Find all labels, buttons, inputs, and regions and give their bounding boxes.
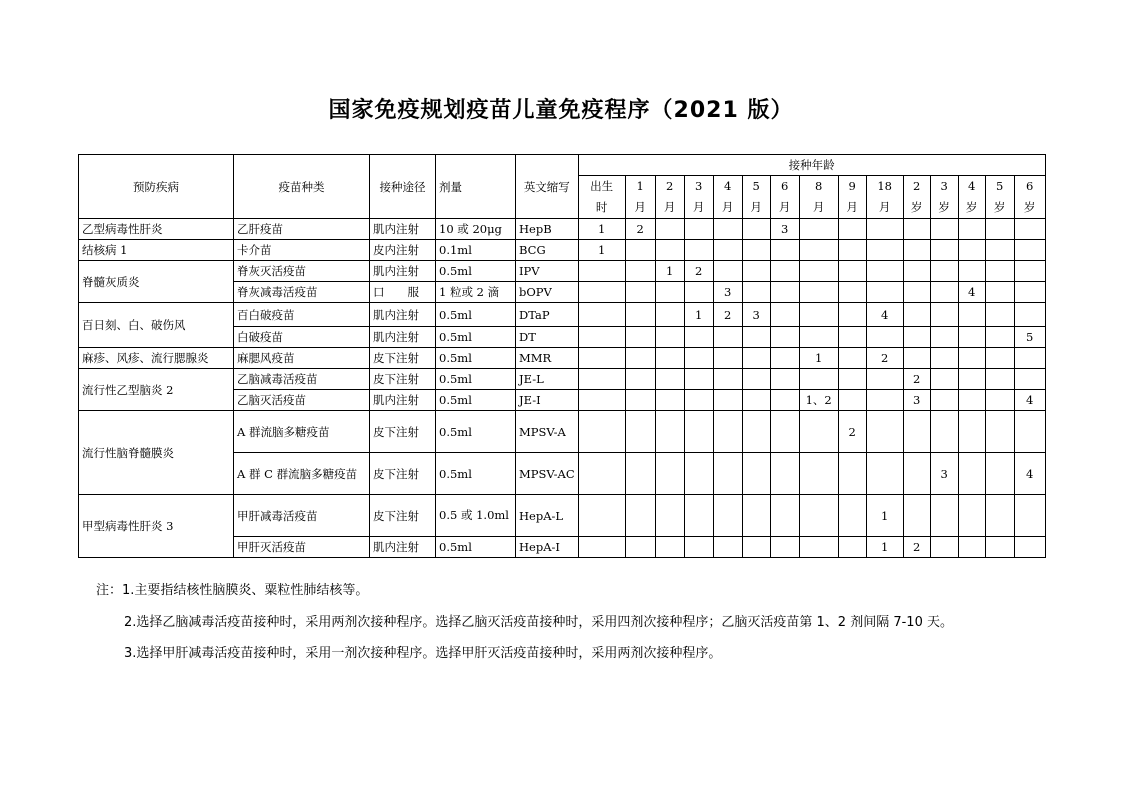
- dose-number-cell: [713, 495, 742, 537]
- dose-number-cell: [713, 390, 742, 411]
- dose-number-cell: [838, 369, 866, 390]
- dose-number-cell: [625, 261, 655, 282]
- dose-number-cell: [770, 453, 799, 495]
- dose-number-cell: [742, 240, 770, 261]
- disease-cell: 流行性乙型脑炎 2: [79, 369, 234, 411]
- age-col-header: 9 月: [838, 176, 866, 219]
- dose-number-cell: 2: [903, 369, 930, 390]
- dose-number-cell: [799, 282, 838, 303]
- dose-number-cell: [625, 348, 655, 369]
- dose-number-cell: 3: [742, 303, 770, 327]
- dose-number-cell: [930, 348, 958, 369]
- age-col-header: 5 岁: [985, 176, 1014, 219]
- header-vaccine: 疫苗种类: [234, 155, 370, 219]
- route-cell: 肌内注射: [370, 261, 436, 282]
- dose-number-cell: [903, 240, 930, 261]
- dose-number-cell: [1014, 411, 1045, 453]
- dose-number-cell: [930, 495, 958, 537]
- dose-number-cell: [1014, 240, 1045, 261]
- route-cell: 肌内注射: [370, 537, 436, 558]
- dose-number-cell: [958, 261, 985, 282]
- dose-number-cell: [958, 495, 985, 537]
- dose-number-cell: [799, 303, 838, 327]
- dose-number-cell: [838, 327, 866, 348]
- disease-cell: 流行性脑脊髓膜炎: [79, 411, 234, 495]
- dose-number-cell: 3: [930, 453, 958, 495]
- dose-number-cell: [684, 369, 713, 390]
- dose-number-cell: [799, 453, 838, 495]
- dose-number-cell: [742, 537, 770, 558]
- dose-number-cell: [770, 240, 799, 261]
- dose-number-cell: [930, 411, 958, 453]
- dose-number-cell: [838, 261, 866, 282]
- header-disease: 预防疾病: [79, 155, 234, 219]
- route-cell: 肌内注射: [370, 303, 436, 327]
- vaccine-cell: 卡介苗: [234, 240, 370, 261]
- dose-number-cell: [655, 369, 684, 390]
- vaccine-cell: 麻腮风疫苗: [234, 348, 370, 369]
- route-cell: 皮下注射: [370, 453, 436, 495]
- age-col-header: 6 岁: [1014, 176, 1045, 219]
- table-row: [79, 369, 1046, 390]
- dose-number-cell: [742, 261, 770, 282]
- dose-number-cell: [985, 282, 1014, 303]
- disease-cell: 乙型病毒性肝炎: [79, 219, 234, 240]
- dose-number-cell: 1: [866, 537, 903, 558]
- dose-number-cell: 5: [1014, 327, 1045, 348]
- dose-number-cell: [742, 327, 770, 348]
- dose-number-cell: [655, 219, 684, 240]
- dose-number-cell: [742, 390, 770, 411]
- dose-cell: 0.5ml: [436, 303, 516, 327]
- dose-number-cell: [930, 261, 958, 282]
- dose-number-cell: [985, 390, 1014, 411]
- age-col-header: 3 月: [684, 176, 713, 219]
- dose-number-cell: [1014, 219, 1045, 240]
- dose-number-cell: [1014, 282, 1045, 303]
- dose-number-cell: [866, 327, 903, 348]
- dose-number-cell: [799, 369, 838, 390]
- dose-number-cell: [838, 453, 866, 495]
- route-cell: 肌内注射: [370, 219, 436, 240]
- dose-cell: 1 粒或 2 滴: [436, 282, 516, 303]
- dose-number-cell: [713, 369, 742, 390]
- footnote-3: 3.选择甲肝减毒活疫苗接种时，采用一剂次接种程序。选择甲肝灭活疫苗接种时，采用两剂次接种程序。: [124, 646, 722, 661]
- route-cell: 皮内注射: [370, 240, 436, 261]
- dose-number-cell: 4: [1014, 390, 1045, 411]
- dose-number-cell: 2: [625, 219, 655, 240]
- dose-cell: 0.5ml: [436, 261, 516, 282]
- dose-number-cell: [838, 219, 866, 240]
- dose-number-cell: [625, 240, 655, 261]
- dose-number-cell: [985, 348, 1014, 369]
- dose-number-cell: [985, 261, 1014, 282]
- dose-number-cell: [958, 390, 985, 411]
- dose-number-cell: [684, 537, 713, 558]
- dose-number-cell: [799, 495, 838, 537]
- dose-number-cell: [578, 348, 625, 369]
- dose-number-cell: [625, 303, 655, 327]
- dose-number-cell: [866, 282, 903, 303]
- vaccine-cell: 百白破疫苗: [234, 303, 370, 327]
- dose-number-cell: [930, 390, 958, 411]
- dose-number-cell: [903, 282, 930, 303]
- dose-number-cell: [578, 327, 625, 348]
- dose-number-cell: [625, 411, 655, 453]
- dose-number-cell: [985, 303, 1014, 327]
- dose-number-cell: [1014, 537, 1045, 558]
- dose-number-cell: 2: [713, 303, 742, 327]
- dose-number-cell: [713, 219, 742, 240]
- route-cell: 皮下注射: [370, 495, 436, 537]
- dose-number-cell: [838, 390, 866, 411]
- dose-number-cell: [578, 369, 625, 390]
- dose-number-cell: [770, 369, 799, 390]
- disease-cell: 甲型病毒性肝炎 3: [79, 495, 234, 558]
- header-age-group: 接种年龄: [578, 155, 1045, 176]
- abbr-cell: BCG: [516, 240, 579, 261]
- dose-number-cell: [655, 240, 684, 261]
- dose-number-cell: 1: [799, 348, 838, 369]
- dose-cell: 0.1ml: [436, 240, 516, 261]
- dose-number-cell: 1、2: [799, 390, 838, 411]
- dose-cell: 0.5ml: [436, 327, 516, 348]
- dose-number-cell: [930, 240, 958, 261]
- age-col-header: 8 月: [799, 176, 838, 219]
- dose-number-cell: [770, 411, 799, 453]
- dose-number-cell: [985, 240, 1014, 261]
- dose-number-cell: [866, 369, 903, 390]
- dose-cell: 10 或 20μg: [436, 219, 516, 240]
- dose-number-cell: [770, 303, 799, 327]
- dose-number-cell: [930, 282, 958, 303]
- abbr-cell: HepB: [516, 219, 579, 240]
- dose-number-cell: [625, 495, 655, 537]
- dose-cell: 0.5ml: [436, 537, 516, 558]
- dose-number-cell: [1014, 369, 1045, 390]
- schedule-body: [79, 219, 1046, 558]
- age-col-header: 5 月: [742, 176, 770, 219]
- disease-cell: 脊髓灰质炎: [79, 261, 234, 303]
- dose-number-cell: [1014, 261, 1045, 282]
- dose-number-cell: [578, 495, 625, 537]
- dose-number-cell: 1: [684, 303, 713, 327]
- abbr-cell: DTaP: [516, 303, 579, 327]
- dose-number-cell: [866, 240, 903, 261]
- dose-number-cell: [655, 390, 684, 411]
- dose-number-cell: [713, 411, 742, 453]
- abbr-cell: HepA-I: [516, 537, 579, 558]
- age-col-header: 出生 时: [578, 176, 625, 219]
- dose-number-cell: 1: [578, 219, 625, 240]
- dose-number-cell: [742, 219, 770, 240]
- dose-number-cell: [799, 219, 838, 240]
- dose-number-cell: [930, 327, 958, 348]
- dose-number-cell: [958, 453, 985, 495]
- dose-number-cell: [625, 390, 655, 411]
- dose-number-cell: [578, 453, 625, 495]
- age-col-header: 2 岁: [903, 176, 930, 219]
- dose-number-cell: [655, 537, 684, 558]
- dose-number-cell: [770, 282, 799, 303]
- dose-number-cell: 1: [578, 240, 625, 261]
- dose-number-cell: [958, 369, 985, 390]
- dose-number-cell: [958, 537, 985, 558]
- age-col-header: 2 月: [655, 176, 684, 219]
- dose-number-cell: 4: [1014, 453, 1045, 495]
- dose-number-cell: [578, 282, 625, 303]
- dose-number-cell: [684, 327, 713, 348]
- dose-number-cell: [903, 219, 930, 240]
- dose-number-cell: [655, 411, 684, 453]
- dose-cell: 0.5ml: [436, 411, 516, 453]
- dose-number-cell: [799, 240, 838, 261]
- abbr-cell: bOPV: [516, 282, 579, 303]
- dose-number-cell: [930, 303, 958, 327]
- dose-number-cell: [1014, 303, 1045, 327]
- dose-number-cell: [930, 537, 958, 558]
- vaccine-cell: 脊灰减毒活疫苗: [234, 282, 370, 303]
- route-cell: 肌内注射: [370, 390, 436, 411]
- dose-number-cell: [985, 219, 1014, 240]
- dose-number-cell: [742, 453, 770, 495]
- dose-number-cell: [713, 453, 742, 495]
- dose-number-cell: [742, 348, 770, 369]
- age-col-header: 18 月: [866, 176, 903, 219]
- route-cell: 肌内注射: [370, 327, 436, 348]
- abbr-cell: IPV: [516, 261, 579, 282]
- dose-number-cell: 1: [655, 261, 684, 282]
- table-row: [79, 495, 1046, 537]
- vaccine-cell: 白破疫苗: [234, 327, 370, 348]
- dose-number-cell: [684, 453, 713, 495]
- dose-number-cell: [684, 411, 713, 453]
- dose-number-cell: [903, 411, 930, 453]
- dose-number-cell: 2: [684, 261, 713, 282]
- route-cell: 口 服: [370, 282, 436, 303]
- disease-cell: 麻疹、风疹、流行腮腺炎: [79, 348, 234, 369]
- vaccine-cell: A 群 C 群流脑多糖疫苗: [234, 453, 370, 495]
- dose-number-cell: [866, 219, 903, 240]
- route-cell: 皮下注射: [370, 348, 436, 369]
- dose-number-cell: [866, 453, 903, 495]
- dose-number-cell: [866, 390, 903, 411]
- dose-number-cell: [625, 369, 655, 390]
- document-title: 国家免疫规划疫苗儿童免疫程序（2021 版）: [328, 98, 794, 123]
- dose-number-cell: [985, 453, 1014, 495]
- dose-number-cell: [684, 390, 713, 411]
- abbr-cell: MPSV-AC: [516, 453, 579, 495]
- dose-number-cell: [655, 282, 684, 303]
- dose-number-cell: [770, 327, 799, 348]
- dose-number-cell: [578, 390, 625, 411]
- dose-number-cell: [578, 411, 625, 453]
- dose-number-cell: [713, 348, 742, 369]
- dose-number-cell: [770, 537, 799, 558]
- dose-number-cell: [742, 282, 770, 303]
- dose-number-cell: [903, 303, 930, 327]
- dose-number-cell: [903, 348, 930, 369]
- dose-number-cell: 2: [838, 411, 866, 453]
- dose-number-cell: [799, 261, 838, 282]
- dose-number-cell: [625, 453, 655, 495]
- dose-number-cell: [713, 327, 742, 348]
- dose-number-cell: [1014, 348, 1045, 369]
- dose-number-cell: 3: [713, 282, 742, 303]
- vaccine-cell: 甲肝灭活疫苗: [234, 537, 370, 558]
- dose-number-cell: [958, 240, 985, 261]
- dose-number-cell: [770, 348, 799, 369]
- dose-number-cell: 3: [903, 390, 930, 411]
- abbr-cell: MMR: [516, 348, 579, 369]
- dose-number-cell: 4: [866, 303, 903, 327]
- vaccine-cell: 甲肝减毒活疫苗: [234, 495, 370, 537]
- dose-number-cell: [713, 537, 742, 558]
- dose-number-cell: [985, 537, 1014, 558]
- dose-number-cell: [985, 495, 1014, 537]
- dose-number-cell: [903, 261, 930, 282]
- dose-number-cell: [903, 327, 930, 348]
- dose-number-cell: [655, 453, 684, 495]
- dose-number-cell: [655, 327, 684, 348]
- dose-number-cell: [770, 261, 799, 282]
- age-col-header: 1 月: [625, 176, 655, 219]
- abbr-cell: JE-I: [516, 390, 579, 411]
- dose-number-cell: [742, 369, 770, 390]
- dose-number-cell: [625, 327, 655, 348]
- dose-number-cell: [799, 411, 838, 453]
- immunization-schedule-table: [78, 154, 1046, 558]
- dose-number-cell: [742, 495, 770, 537]
- table-row: [79, 411, 1046, 453]
- table-row: [79, 240, 1046, 261]
- dose-number-cell: [655, 495, 684, 537]
- dose-number-cell: 1: [866, 495, 903, 537]
- dose-number-cell: [684, 348, 713, 369]
- dose-number-cell: [985, 327, 1014, 348]
- dose-number-cell: [578, 261, 625, 282]
- age-col-header: 4 月: [713, 176, 742, 219]
- dose-cell: 0.5ml: [436, 369, 516, 390]
- dose-cell: 0.5ml: [436, 453, 516, 495]
- dose-number-cell: 2: [903, 537, 930, 558]
- abbr-cell: JE-L: [516, 369, 579, 390]
- table-row: [79, 219, 1046, 240]
- dose-number-cell: [578, 303, 625, 327]
- dose-number-cell: [684, 240, 713, 261]
- dose-number-cell: [903, 453, 930, 495]
- dose-number-cell: [958, 219, 985, 240]
- age-col-header: 6 月: [770, 176, 799, 219]
- vaccine-cell: 脊灰灭活疫苗: [234, 261, 370, 282]
- header-abbr: 英文缩写: [516, 155, 579, 219]
- dose-number-cell: [930, 219, 958, 240]
- dose-number-cell: [958, 327, 985, 348]
- dose-number-cell: [930, 369, 958, 390]
- dose-number-cell: [866, 261, 903, 282]
- dose-number-cell: [742, 411, 770, 453]
- header-route: 接种途径: [370, 155, 436, 219]
- vaccine-cell: 乙脑灭活疫苗: [234, 390, 370, 411]
- abbr-cell: DT: [516, 327, 579, 348]
- dose-number-cell: [770, 390, 799, 411]
- dose-number-cell: [799, 327, 838, 348]
- table-row: [79, 303, 1046, 327]
- dose-number-cell: 4: [958, 282, 985, 303]
- age-col-header: 3 岁: [930, 176, 958, 219]
- dose-number-cell: [958, 411, 985, 453]
- dose-number-cell: [799, 537, 838, 558]
- route-cell: 皮下注射: [370, 369, 436, 390]
- route-cell: 皮下注射: [370, 411, 436, 453]
- dose-cell: 0.5 或 1.0ml: [436, 495, 516, 537]
- dose-number-cell: [770, 495, 799, 537]
- dose-cell: 0.5ml: [436, 348, 516, 369]
- dose-number-cell: [838, 495, 866, 537]
- dose-number-cell: [625, 537, 655, 558]
- dose-number-cell: 3: [770, 219, 799, 240]
- dose-number-cell: [838, 303, 866, 327]
- dose-number-cell: [838, 537, 866, 558]
- vaccine-cell: A 群流脑多糖疫苗: [234, 411, 370, 453]
- dose-number-cell: [655, 303, 684, 327]
- footnote-1: 注：1.主要指结核性脑膜炎、粟粒性肺结核等。: [96, 583, 369, 598]
- dose-number-cell: [838, 282, 866, 303]
- footnote-2: 2.选择乙脑减毒活疫苗接种时，采用两剂次接种程序。选择乙脑灭活疫苗接种时，采用四剂次接种程序；乙脑灭活疫苗第 1、2 剂间隔 7-10 天。: [124, 615, 953, 630]
- dose-number-cell: [985, 369, 1014, 390]
- dose-number-cell: [655, 348, 684, 369]
- dose-number-cell: [958, 348, 985, 369]
- dose-number-cell: [684, 219, 713, 240]
- dose-number-cell: [1014, 495, 1045, 537]
- abbr-cell: HepA-L: [516, 495, 579, 537]
- dose-number-cell: [958, 303, 985, 327]
- dose-number-cell: [684, 495, 713, 537]
- age-col-header: 4 岁: [958, 176, 985, 219]
- vaccine-cell: 乙肝疫苗: [234, 219, 370, 240]
- table-row: [79, 261, 1046, 282]
- dose-number-cell: [713, 261, 742, 282]
- vaccine-cell: 乙脑减毒活疫苗: [234, 369, 370, 390]
- dose-number-cell: [578, 537, 625, 558]
- dose-number-cell: [713, 240, 742, 261]
- dose-number-cell: [684, 282, 713, 303]
- dose-number-cell: [625, 282, 655, 303]
- dose-number-cell: [838, 348, 866, 369]
- disease-cell: 结核病 1: [79, 240, 234, 261]
- dose-number-cell: 2: [866, 348, 903, 369]
- dose-number-cell: [866, 411, 903, 453]
- dose-number-cell: [838, 240, 866, 261]
- table-row: [79, 348, 1046, 369]
- dose-cell: 0.5ml: [436, 390, 516, 411]
- header-dose: 剂量: [436, 155, 516, 219]
- abbr-cell: MPSV-A: [516, 411, 579, 453]
- dose-number-cell: [903, 495, 930, 537]
- dose-number-cell: [985, 411, 1014, 453]
- disease-cell: 百日刻、白、破伤风: [79, 303, 234, 348]
